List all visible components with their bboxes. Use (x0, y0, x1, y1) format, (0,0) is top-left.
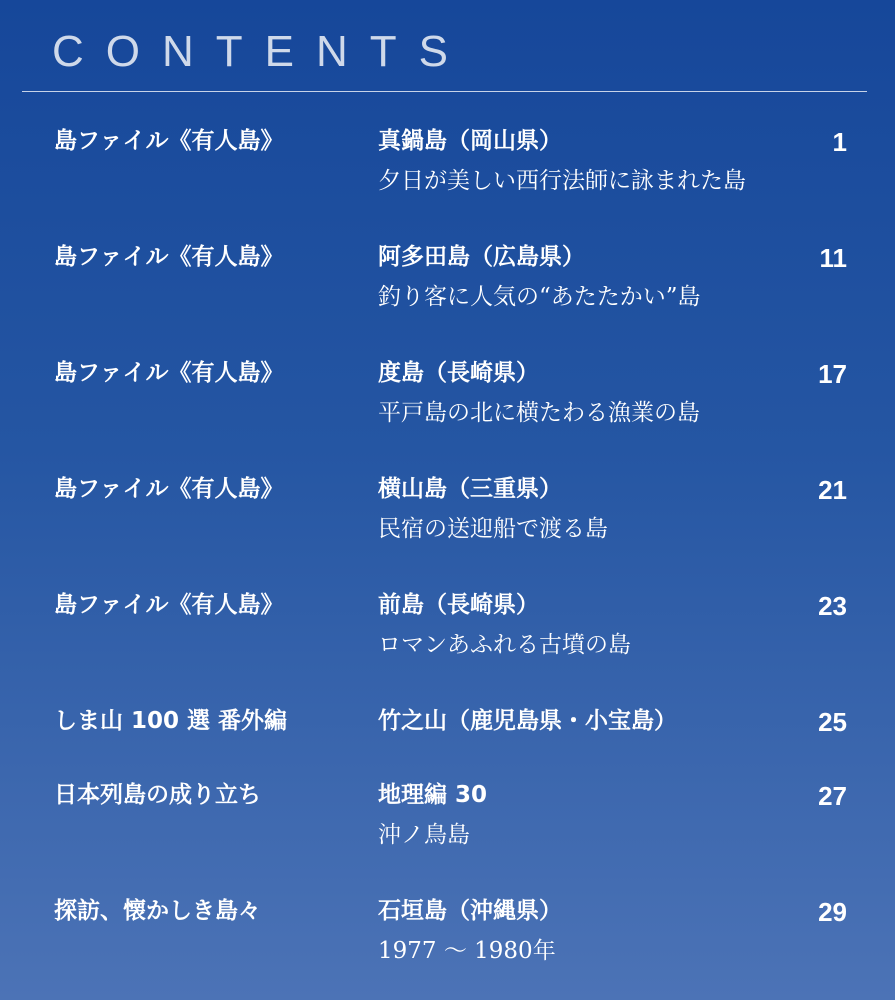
entry-subtitle: 1977 ～ 1980年 (378, 938, 556, 964)
entry-title[interactable]: 前島（長崎県） (378, 592, 539, 618)
contents-heading: CONTENTS (52, 27, 470, 76)
entry-section: 探訪、懐かしき島々 (54, 898, 261, 924)
entry-title[interactable]: 地理編 30 (378, 782, 488, 808)
entry-page-number: 25 (818, 707, 847, 737)
header-divider (22, 91, 867, 92)
entry-section: 島ファイル《有人島》 (54, 244, 284, 270)
entry-subtitle: 平戸島の北に横たわる漁業の島 (378, 400, 700, 426)
entry-section: 島ファイル《有人島》 (54, 592, 284, 618)
entry-subtitle: ロマンあふれる古墳の島 (378, 632, 631, 658)
entry-page-number: 1 (832, 127, 847, 157)
entry-subtitle: 民宿の送迎船で渡る島 (378, 516, 608, 542)
entry-page-number: 29 (818, 897, 847, 927)
entry-page-number: 11 (819, 243, 847, 273)
entry-section: 島ファイル《有人島》 (54, 128, 284, 154)
entry-title[interactable]: 度島（長崎県） (378, 360, 539, 386)
entry-page-number: 27 (818, 781, 847, 811)
entry-section: しま山 100 選 番外編 (54, 708, 288, 734)
entry-title[interactable]: 石垣島（沖縄県） (378, 898, 562, 924)
entry-title[interactable]: 竹之山（鹿児島県・小宝島） (378, 708, 677, 734)
entry-section: 日本列島の成り立ち (54, 782, 261, 808)
entry-title[interactable]: 阿多田島（広島県） (378, 244, 585, 270)
entry-title[interactable]: 真鍋島（岡山県） (378, 128, 562, 154)
entry-subtitle: 夕日が美しい西行法師に詠まれた島 (378, 168, 746, 194)
entry-section: 島ファイル《有人島》 (54, 360, 284, 386)
entry-subtitle: 釣り客に人気の“あたたかい”島 (378, 284, 701, 310)
entry-page-number: 21 (818, 475, 847, 505)
entry-subtitle: 沖ノ鳥島 (378, 822, 470, 848)
entry-title[interactable]: 横山島（三重県） (378, 476, 562, 502)
entry-section: 島ファイル《有人島》 (54, 476, 284, 502)
entry-page-number: 23 (818, 591, 847, 621)
entry-page-number: 17 (818, 359, 847, 389)
